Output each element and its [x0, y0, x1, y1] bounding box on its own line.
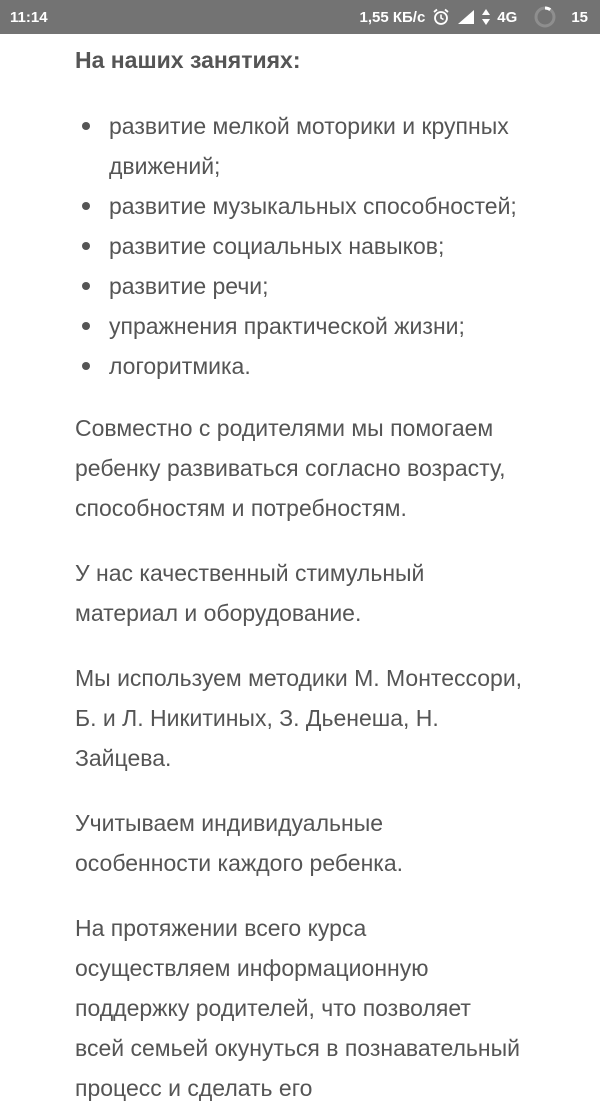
data-transfer-icon	[482, 9, 490, 25]
list-item: развитие мелкой моторики и крупных движений;	[75, 106, 525, 186]
paragraph: Совместно с родителями мы помогаем ребенку развиваться согласно возрасту, способностям и потребностям.	[75, 415, 506, 521]
status-bar	[0, 0, 600, 34]
paragraph: Мы используем методики М. Монтессори, Б. и Л. Никитиных, З. Дьенеша, Н. Зайцева.	[75, 665, 523, 771]
article-content	[0, 40, 600, 1108]
list-item: логоритмика.	[75, 346, 525, 386]
network-type: 4G	[497, 8, 518, 26]
battery-icon	[534, 6, 556, 28]
paragraph: На протяжении всего курса осуществляем информационную поддержку родителей, что позволяет всей семьей окунуться в познавательный процесс и сделать его	[75, 915, 520, 1101]
alarm-icon	[432, 8, 450, 26]
paragraph: Учитываем индивидуальные особенности каждого ребенка.	[75, 810, 404, 876]
battery-level: 15	[571, 8, 588, 26]
list-item: развитие музыкальных способностей;	[75, 186, 525, 226]
list-item: упражнения практической жизни;	[75, 306, 525, 346]
list-item: развитие речи;	[75, 266, 525, 306]
features-list	[75, 106, 525, 386]
status-time: 11:14	[10, 8, 48, 26]
network-speed: 1,55 КБ/с	[359, 8, 426, 26]
paragraph: У нас качественный стимульный материал и оборудование.	[75, 560, 425, 626]
signal-icon	[457, 9, 475, 25]
list-item: развитие социальных навыков;	[75, 226, 525, 266]
status-icons	[359, 6, 588, 28]
section-heading: На наших занятиях:	[75, 47, 301, 73]
